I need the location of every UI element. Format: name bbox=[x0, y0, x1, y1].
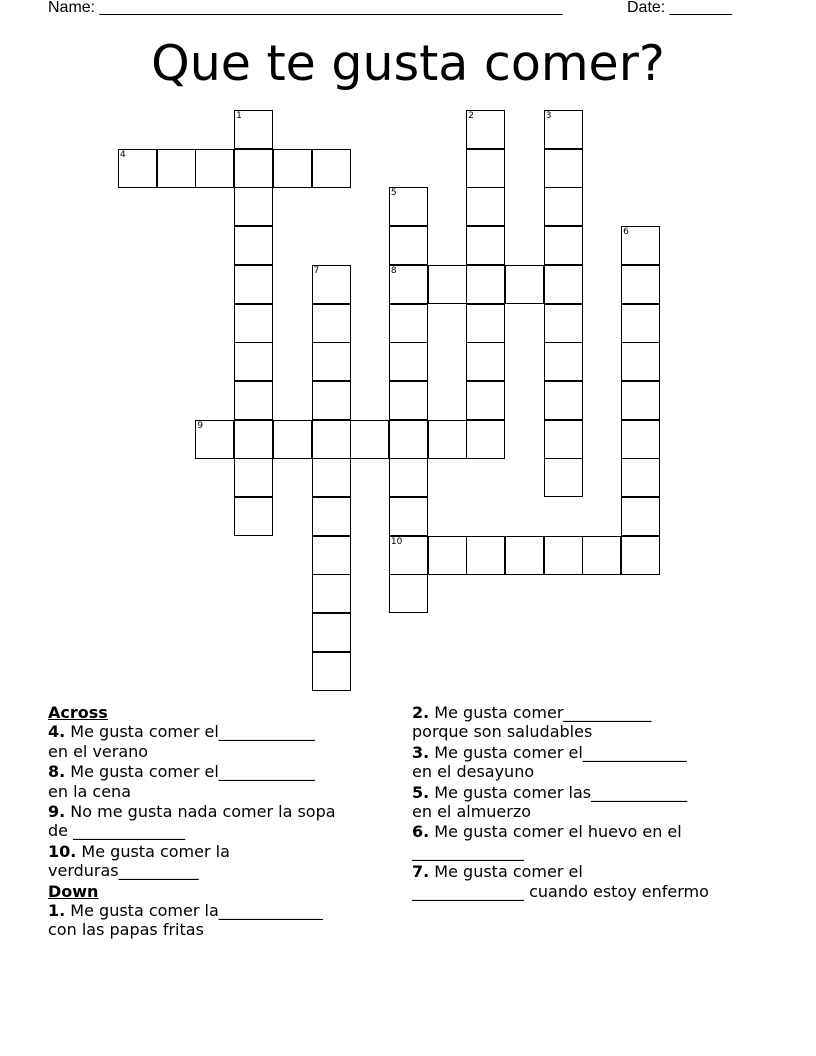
clue-text: 4. Me gusta comer el____________ bbox=[48, 722, 315, 742]
clue-item bbox=[412, 743, 782, 782]
clue-item bbox=[412, 783, 782, 822]
clue-number: 6. bbox=[412, 822, 430, 842]
crossword-cell[interactable] bbox=[234, 342, 273, 381]
clue-number: 2 bbox=[468, 111, 475, 121]
clues-right-column bbox=[412, 703, 782, 902]
clue-item bbox=[412, 703, 782, 742]
crossword-cell[interactable] bbox=[312, 342, 351, 381]
crossword-cell[interactable] bbox=[234, 304, 273, 343]
crossword-cell[interactable] bbox=[621, 458, 660, 497]
clue-text: de ______________ bbox=[48, 821, 186, 841]
crossword-cell[interactable] bbox=[234, 226, 273, 265]
clue-text: ______________ bbox=[412, 841, 524, 861]
clues-left-column bbox=[48, 703, 378, 941]
clue-number: 1. bbox=[48, 901, 66, 921]
clue-item bbox=[412, 862, 782, 901]
crossword-cell[interactable] bbox=[312, 381, 351, 420]
crossword-cell[interactable] bbox=[273, 149, 312, 188]
crossword-cell[interactable] bbox=[312, 265, 351, 304]
crossword-cell[interactable] bbox=[544, 226, 583, 265]
crossword-cell[interactable] bbox=[312, 613, 351, 652]
clue-number: 9 bbox=[197, 420, 204, 431]
crossword-cell[interactable] bbox=[312, 149, 351, 188]
crossword-cell[interactable] bbox=[234, 110, 273, 149]
clue-text: 6. Me gusta comer el huevo en el bbox=[412, 822, 682, 842]
crossword-cell[interactable] bbox=[466, 381, 505, 420]
clue-text: 7. Me gusta comer el bbox=[412, 862, 583, 882]
crossword-cell[interactable] bbox=[118, 149, 157, 188]
clue-number: 6 bbox=[623, 227, 629, 238]
clue-number: 5. bbox=[412, 782, 430, 802]
crossword-cell[interactable] bbox=[428, 265, 467, 304]
crossword-cell[interactable] bbox=[350, 420, 389, 459]
clue-number: 3. bbox=[412, 742, 430, 762]
clue-number: 9. bbox=[48, 802, 66, 822]
clue-item bbox=[48, 762, 378, 801]
crossword-cell[interactable] bbox=[544, 187, 583, 226]
down-clue-list-continued bbox=[412, 703, 782, 901]
crossword-cell[interactable] bbox=[544, 381, 583, 420]
clue-text: 5. Me gusta comer las____________ bbox=[412, 782, 688, 802]
clue-number: 8 bbox=[390, 265, 397, 276]
crossword-cell[interactable] bbox=[234, 420, 273, 459]
across-heading: Across bbox=[48, 703, 108, 722]
crossword-cell[interactable] bbox=[466, 420, 505, 459]
crossword-cell[interactable] bbox=[389, 458, 428, 497]
crossword-cell[interactable] bbox=[621, 381, 660, 420]
crossword-cell[interactable] bbox=[466, 536, 505, 575]
crossword-cell[interactable] bbox=[312, 574, 351, 613]
crossword-cell[interactable] bbox=[195, 420, 234, 459]
clue-text: ______________ cuando estoy enfermo bbox=[412, 881, 709, 901]
crossword-cell[interactable] bbox=[466, 226, 505, 265]
crossword-cell[interactable] bbox=[234, 149, 273, 188]
clue-number: 4 bbox=[120, 149, 126, 160]
crossword-cell[interactable] bbox=[389, 497, 428, 536]
clue-number: 1 bbox=[236, 111, 242, 121]
clue-number: 2. bbox=[412, 703, 430, 722]
clue-number: 4. bbox=[48, 722, 66, 742]
clue-text: en el almuerzo bbox=[412, 802, 532, 822]
crossword-cell[interactable] bbox=[466, 342, 505, 381]
clue-text: verduras__________ bbox=[48, 861, 199, 881]
crossword-cell[interactable] bbox=[389, 381, 428, 420]
crossword-cell[interactable] bbox=[389, 574, 428, 613]
down-clue-list bbox=[48, 901, 378, 940]
clue-text: 10. Me gusta comer la bbox=[48, 841, 230, 861]
clue-text: en la cena bbox=[48, 781, 131, 801]
crossword-cell[interactable] bbox=[389, 187, 428, 226]
clue-text: 8. Me gusta comer el____________ bbox=[48, 762, 315, 782]
crossword-cell[interactable] bbox=[466, 110, 505, 149]
name-field[interactable]: Name: ____________________________________________________ bbox=[48, 0, 563, 16]
page-title: Que te gusta comer? bbox=[151, 35, 665, 92]
clue-item bbox=[48, 842, 378, 881]
crossword-cell[interactable] bbox=[466, 187, 505, 226]
date-field[interactable]: Date: _______ bbox=[627, 0, 732, 16]
crossword-cell[interactable] bbox=[466, 304, 505, 343]
clue-number: 5 bbox=[390, 188, 397, 199]
crossword-cell[interactable] bbox=[312, 652, 351, 691]
crossword-cell[interactable] bbox=[621, 497, 660, 536]
crossword-cell[interactable] bbox=[505, 265, 544, 304]
clue-text: porque son saludables bbox=[412, 722, 593, 742]
crossword-cell[interactable] bbox=[234, 265, 273, 304]
clue-text: con las papas fritas bbox=[48, 920, 204, 940]
crossword-cell[interactable] bbox=[312, 536, 351, 575]
crossword-cell[interactable] bbox=[312, 304, 351, 343]
crossword-cell[interactable] bbox=[621, 226, 660, 265]
crossword-cell[interactable] bbox=[544, 110, 583, 149]
crossword-cell[interactable] bbox=[389, 536, 428, 575]
crossword-cell[interactable] bbox=[389, 342, 428, 381]
clue-item bbox=[48, 722, 378, 761]
clue-number: 7 bbox=[313, 265, 320, 276]
clue-number: 10 bbox=[390, 536, 403, 547]
crossword-cell[interactable] bbox=[544, 342, 583, 381]
crossword-cell[interactable] bbox=[234, 497, 273, 536]
crossword-cell[interactable] bbox=[544, 265, 583, 304]
crossword-cell[interactable] bbox=[544, 149, 583, 188]
crossword-cell[interactable] bbox=[389, 420, 428, 459]
clue-text: 3. Me gusta comer el_____________ bbox=[412, 742, 687, 762]
crossword-cell[interactable] bbox=[234, 381, 273, 420]
crossword-cell[interactable] bbox=[234, 458, 273, 497]
crossword-cell[interactable] bbox=[195, 149, 234, 188]
clue-number: 10. bbox=[48, 841, 77, 861]
crossword-cell[interactable] bbox=[544, 536, 583, 575]
crossword-cell[interactable] bbox=[544, 458, 583, 497]
crossword-cell[interactable] bbox=[621, 265, 660, 304]
crossword-cell[interactable] bbox=[621, 304, 660, 343]
crossword-cell[interactable] bbox=[582, 536, 621, 575]
clue-number: 3 bbox=[545, 111, 552, 121]
clue-text: 1. Me gusta comer la_____________ bbox=[48, 901, 323, 921]
crossword-cell[interactable] bbox=[505, 536, 544, 575]
crossword-cell[interactable] bbox=[428, 420, 467, 459]
crossword-cell[interactable] bbox=[466, 149, 505, 188]
crossword-cell[interactable] bbox=[621, 420, 660, 459]
clue-item bbox=[48, 802, 378, 841]
crossword-cell[interactable] bbox=[312, 458, 351, 497]
crossword-cell[interactable] bbox=[621, 536, 660, 575]
clue-text: 2. Me gusta comer___________ bbox=[412, 703, 652, 722]
crossword-cell[interactable] bbox=[389, 265, 428, 304]
clue-item bbox=[412, 822, 782, 861]
crossword-cell[interactable] bbox=[544, 420, 583, 459]
crossword-cell[interactable] bbox=[273, 420, 312, 459]
crossword-cell[interactable] bbox=[312, 497, 351, 536]
crossword-cell[interactable] bbox=[621, 342, 660, 381]
crossword-cell[interactable] bbox=[428, 536, 467, 575]
crossword-cell[interactable] bbox=[234, 187, 273, 226]
crossword-cell[interactable] bbox=[157, 149, 196, 188]
across-clue-list bbox=[48, 722, 378, 880]
clue-number: 8. bbox=[48, 762, 66, 782]
crossword-cell[interactable] bbox=[544, 304, 583, 343]
clue-text: 9. No me gusta nada comer la sopa bbox=[48, 802, 336, 822]
clue-number: 7. bbox=[412, 862, 430, 882]
down-heading: Down bbox=[48, 881, 99, 901]
crossword-cell[interactable] bbox=[389, 226, 428, 265]
crossword-cell[interactable] bbox=[389, 304, 428, 343]
clue-text: en el desayuno bbox=[412, 762, 535, 782]
clue-item bbox=[48, 901, 378, 940]
crossword-cell[interactable] bbox=[466, 265, 505, 304]
crossword-cell[interactable] bbox=[312, 420, 351, 459]
clue-text: en el verano bbox=[48, 741, 149, 761]
